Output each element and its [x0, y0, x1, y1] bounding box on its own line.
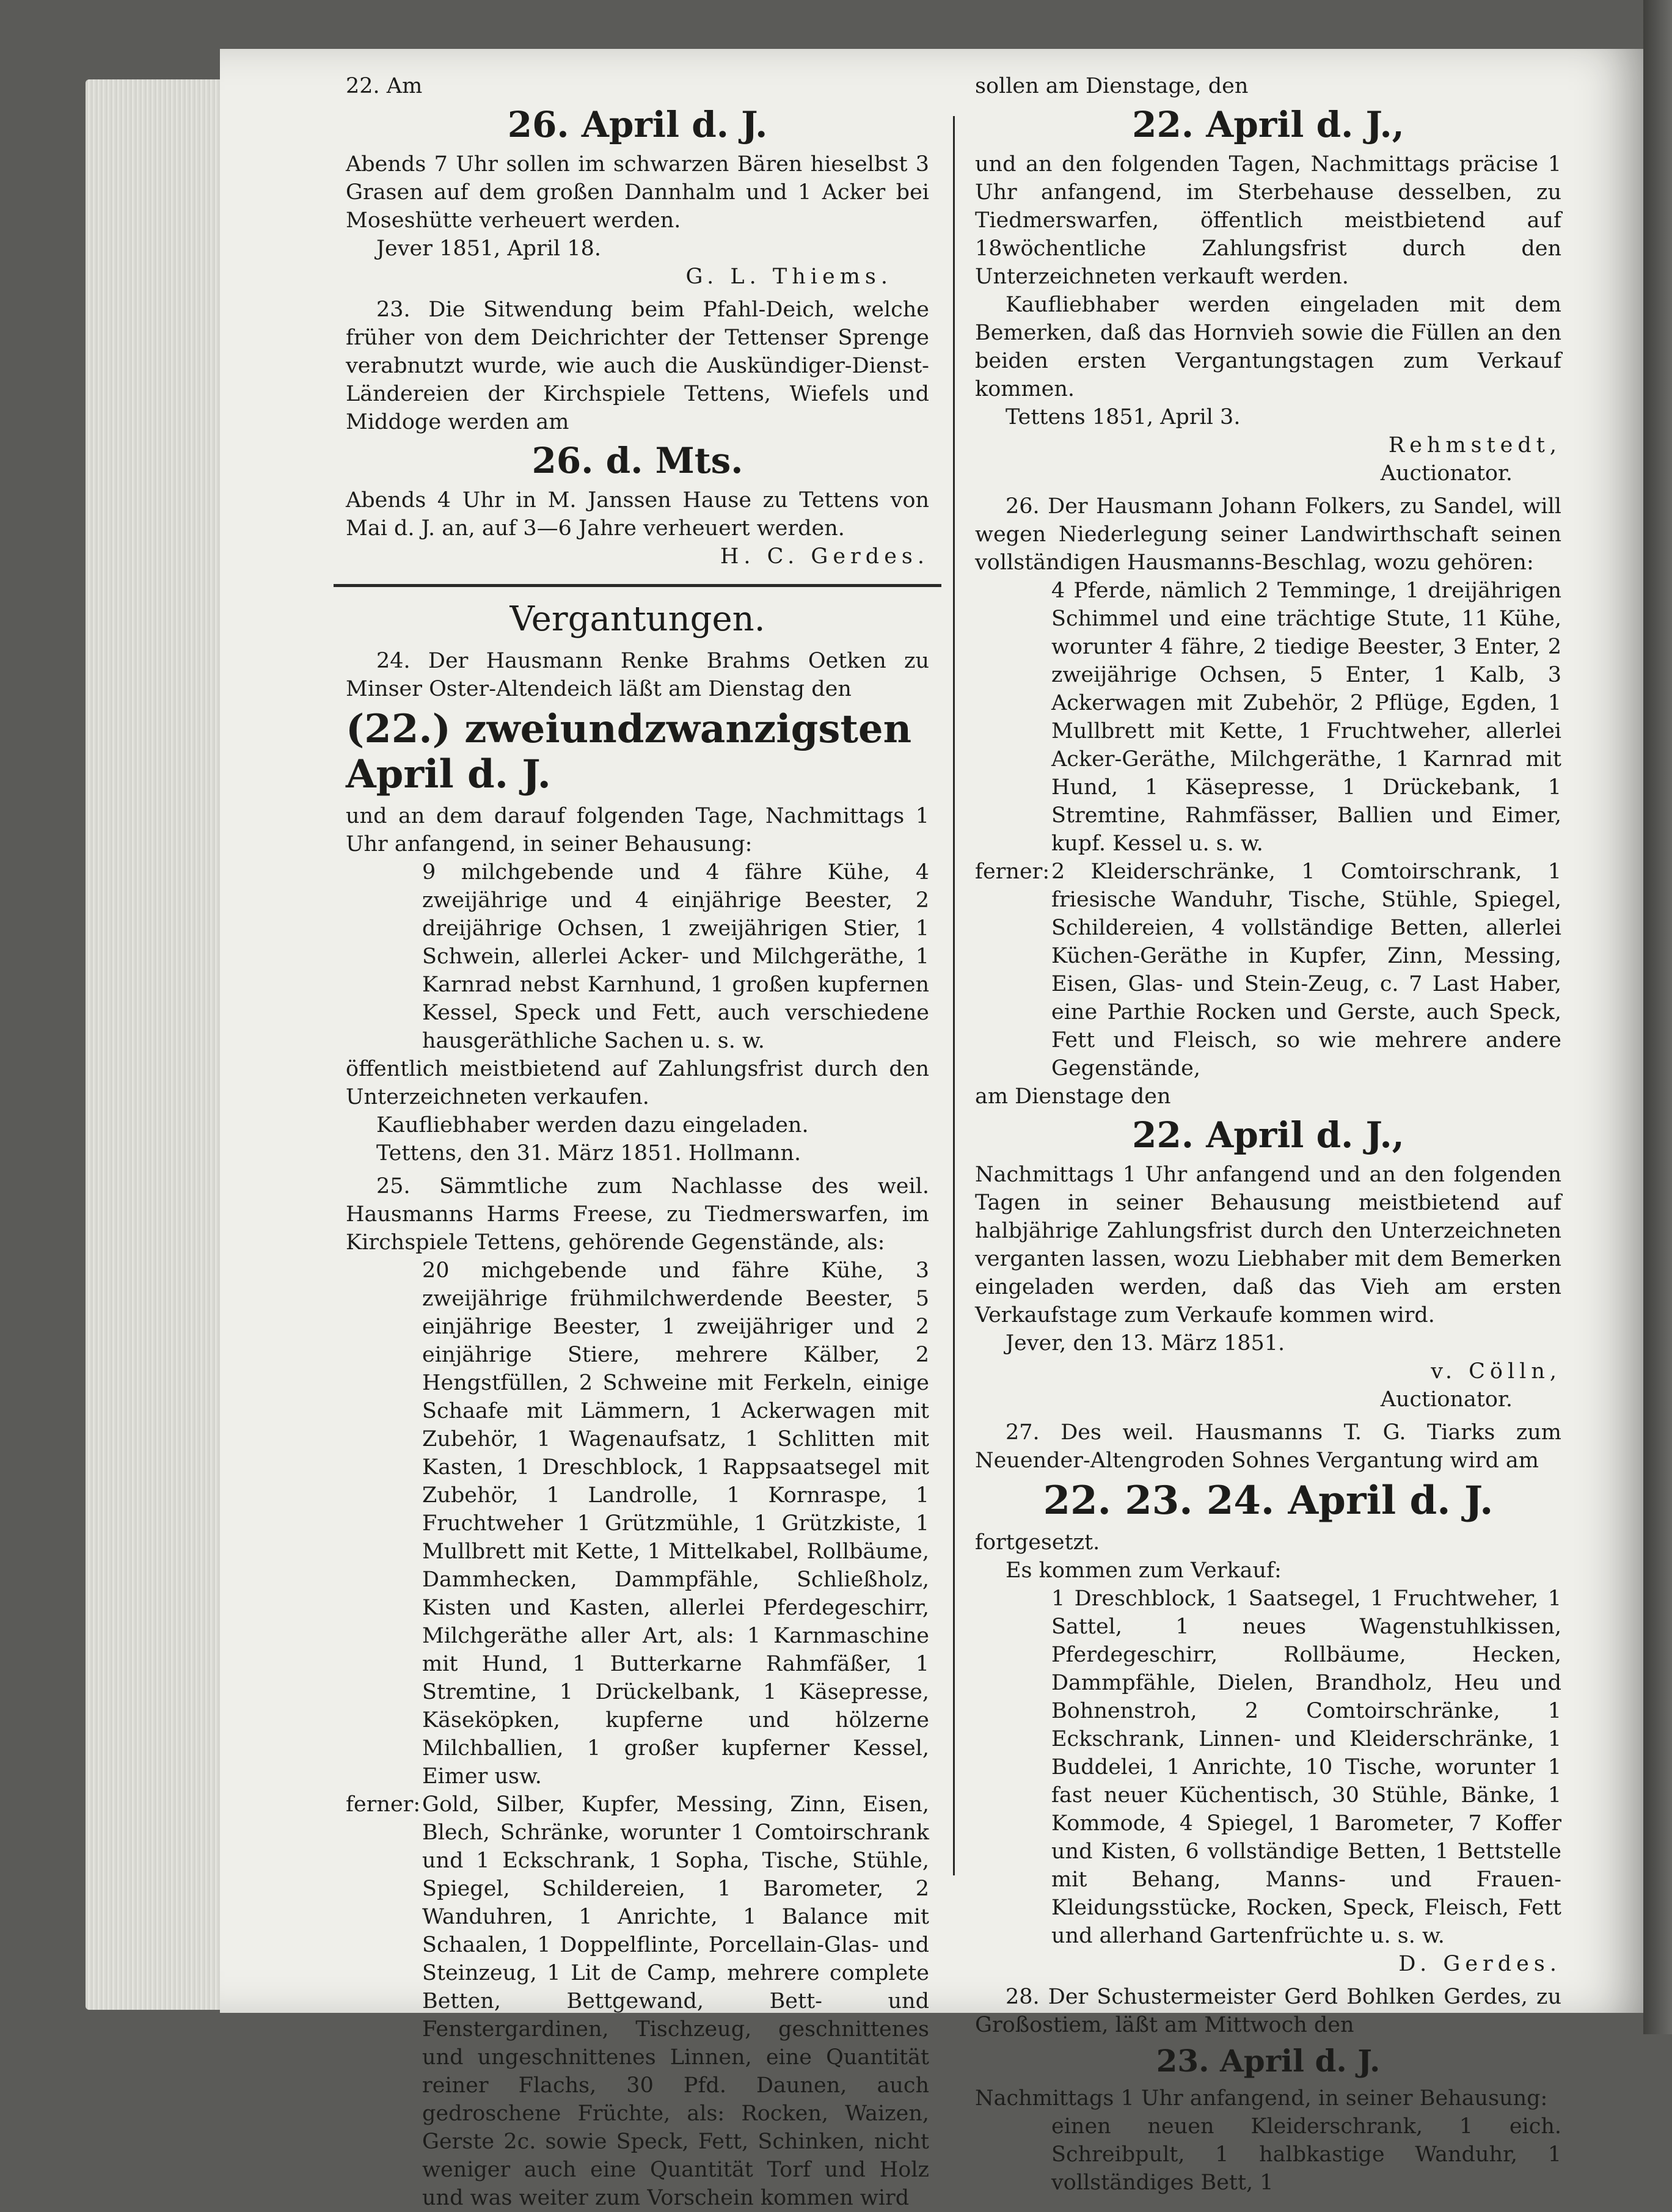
notice-24 [346, 647, 929, 1167]
notice-26-ferner-items: 2 Kleiderschränke, 1 Comtoirschrank, 1 friesische Wanduhr, Tische, Stühle, Spiegel, Schildereien, 4 vollständige Betten, allerlei Küchen-Geräthe in Kupfer, Zinn, Messing, Eisen, Glas- und Stein-Zeug, c. 7 Last Haber, eine Parthie Rocken und Gerste, auch Speck, Fett und Fleisch, so wie mehrere andere Gegenstände, [1051, 860, 1561, 1081]
notice-25-ferner-label: ferner: [346, 1792, 421, 1817]
notice-23-date: 26. d. Mts. [531, 440, 743, 481]
notice-22-date: 26. April d. J. [507, 104, 768, 145]
notice-27-items: 1 Dreschblock, 1 Saatsegel, 1 Fruchtweher, 1 Sattel, 1 neues Wagenstuhlkissen, Pferdegeschirr, Rollbäume, Hecken, Dammpfähle, Dielen, Brandholz, Heu und Bohnenstroh, 2 Comtoirschränke, 1 Eckschrank, Linnen- und Kleiderschränke, 1 Buddelei, 1 Anrichte, 10 Tische, worunter 1 fast neuer Küchentisch, 30 Stühle, Bänke, 1 Kommode, 4 Spiegel, 1 Barometer, 7 Koffer und Kisten, 6 vollständige Betten, 1 Bettstelle mit Behang, Manns- und Frauen-Kleidungsstücke, Rocken, Speck, Fleisch, Fett und allerhand Gartenfrüchte u. s. w. [1051, 1586, 1561, 1948]
notice-23-signature: H. C. Gerdes. [720, 544, 929, 569]
notice-24-items: 9 milchgebende und 4 fähre Kühe, 4 zweijährige und 4 einjährige Beester, 2 dreijährige Ochsen, 1 zweijährigen Stier, 1 Schwein, allerlei Acker- und Milchgeräthe, 1 Karnrad nebst Karnhund, 1 großen kupfernen Kessel, Speck und Fett, auch verschiedene hausgeräthliche Sachen u. s. w. [422, 860, 929, 1053]
notice-23-body: Abends 4 Uhr in M. Janssen Hause zu Tettens von Mai d. J. an, auf 3—6 Jahre verheuert werden. [346, 488, 929, 541]
notice-26-ferner-label: ferner: [975, 860, 1050, 884]
notice-27-intro2: Es kommen zum Verkauf: [1006, 1558, 1282, 1583]
notice-26-role: Auctionator. [1380, 1387, 1513, 1412]
notice-25-ferner-items: Gold, Silber, Kupfer, Messing, Zinn, Eisen, Blech, Schränke, worunter 1 Comtoirschrank und 1 Eckschrank, 1 Sopha, Tische, Stühle, Spiegel, Schildereien, 1 Barometer, 2 Wanduhren, 1 Anrichte, 1 Balance mit Schaalen, 1 Doppelflinte, Porcellain-Glas- und Steinzeug, 1 Lit de Camp, mehrere complete Betten, Bettgewand, Bett- und Fenstergardinen, Tischzeug, geschnittenes und ungeschnittenes Linnen, eine Quantität reiner Flachs, 30 Pfd. Daunen, auch gedroschene Früchte, als: Rocken, Waizen, Gerste 2c. sowie Speck, Fett, Schinken, nicht weniger auch eine Quantität Torf und Holz und was weiter zum Vorschein kommen wird [422, 1792, 929, 2210]
section-title: Vergantungen. [509, 599, 765, 639]
notice-25-cont-place: Tettens 1851, April 3. [1006, 405, 1241, 429]
notice-25-items: 20 michgebende und fähre Kühe, 3 zweijährige frühmilchwerdende Beester, 5 einjährige Beester, 1 zweijähriger und 2 einjährige Stiere, mehrere Kälber, 2 Hengstfüllen, 2 Schweine mit Ferkeln, einige Schaafe mit Lämmern, 1 Ackerwagen mit Zubehör, 1 Wagenaufsatz, 1 Schlitten mit Kasten, 1 Dreschblock, 1 Rappsaatsegel mit Zubehör, 1 Landrolle, 1 Kornraspe, 1 Fruchtweher 1 Grützmühle, 1 Grützkiste, 1 Mullbrett mit Kette, 1 Mittelkabel, Rollbäume, Dammhecken, Dammpfähle, Schließholz, Kisten und Kasten, allerlei Pferdegeschirr, Milchgeräthe aller Art, als: 1 Karnmaschine mit Hund, 1 Butterkarne Rahmfäßer, 1 Stremtine, 1 Drückelbank, 1 Käsepresse, Käseköpken, kupferne und hölzerne Milchballien, 1 großer kupferner Kessel, Eimer usw. [422, 1258, 929, 1789]
notice-28-items: einen neuen Kleiderschrank, 1 eich. Schreibpult, 1 halbkastige Wanduhr, 1 vollständiges Bett, 1 [1051, 2114, 1561, 2195]
right-column [975, 72, 1561, 2197]
notice-27 [975, 1418, 1561, 1978]
notice-26-place: Jever, den 13. März 1851. [1006, 1331, 1285, 1356]
notice-27-intro: 27. Des weil. Hausmanns T. G. Tiarks zum Neuender-Altengroden Sohnes Vergantung wird am [975, 1420, 1561, 1473]
notice-28-intro: 28. Der Schustermeister Gerd Bohlken Gerdes, zu Großostiem, läßt am Mittwoch den [975, 1985, 1561, 2037]
notice-25-ferner [346, 1790, 929, 2212]
notice-25-cont-signature: Rehmstedt, [1388, 433, 1561, 458]
section-rule [334, 584, 941, 587]
left-column [346, 72, 929, 2212]
notice-22-place: Jever 1851, April 18. [376, 236, 601, 261]
notice-26-intro: 26. Der Hausmann Johann Folkers, zu Sandel, will wegen Niederlegung seiner Landwirthschaft seinen vollständigen Hausmanns-Beschlag, wozu gehören: [975, 494, 1561, 575]
notice-24-intro: 24. Der Hausmann Renke Brahms Oetken zu Minser Oster-Altendeich läßt am Dienstag den [346, 649, 929, 701]
notice-28-date: 23. April d. J. [1156, 2043, 1381, 2079]
notice-28-body: Nachmittags 1 Uhr anfangend, in seiner Behausung: [975, 2086, 1548, 2111]
notice-22-body: Abends 7 Uhr sollen im schwarzen Bären hieselbst 3 Grasen auf dem großen Dannhalm und 1 Acker bei Moseshütte verheuert werden. [346, 152, 929, 233]
notice-26-date: 22. April d. J., [1132, 1114, 1404, 1156]
notice-24-body1: und an dem darauf folgenden Tage, Nachmittags 1 Uhr anfangend, in seiner Behausung: [346, 804, 929, 856]
notice-25-cont-intro: sollen am Dienstage, den [975, 74, 1249, 98]
scan-background-right [1643, 0, 1672, 2034]
column-divider [953, 116, 955, 1875]
notice-26 [975, 492, 1561, 1414]
notice-24-place-signature: Tettens, den 31. März 1851. Hollmann. [376, 1141, 801, 1166]
notice-27-continued: fortgesetzt. [975, 1530, 1100, 1555]
notice-24-body2: öffentlich meistbietend auf Zahlungsfrist durch den Unterzeichneten verkaufen. [346, 1057, 929, 1109]
notice-25 [346, 1172, 929, 2212]
notice-23-intro: 23. Die Sitwendung beim Pfahl-Deich, welche früher von dem Deichrichter der Tettenser Sprenge verabnutzt wurde, wie auch die Auskündiger-Dienst-Ländereien der Kirchspiele Tettens, Wiefels und Middoge werden am [346, 297, 929, 434]
notice-25-cont-date: 22. April d. J., [1132, 104, 1404, 145]
notice-22-signature: G. L. Thiems. [685, 265, 893, 289]
notice-26-signature: v. Cölln, [1431, 1359, 1561, 1384]
notice-25-cont-body: und an den folgenden Tagen, Nachmittags präcise 1 Uhr anfangend, im Sterbehause desselben, zu Tiedmerswarfen, öffentlich meistbietend auf 18wöchentliche Zahlungsfrist durch den Unterzeichneten verkauft werden. [975, 152, 1561, 289]
notice-25-intro: 25. Sämmtliche zum Nachlasse des weil. Hausmanns Harms Freese, zu Tiedmerswarfen, im Kirchspiele Tettens, gehörende Gegenstände, als: [346, 1174, 929, 1255]
notice-26-pre-date: am Dienstage den [975, 1084, 1171, 1109]
notice-22-intro: 22. Am [346, 74, 423, 98]
notice-22 [346, 72, 929, 291]
notice-25-cont-role: Auctionator. [1380, 461, 1513, 486]
notice-26-items: 4 Pferde, nämlich 2 Temminge, 1 dreijährigen Schimmel und eine trächtige Stute, 11 Kühe, worunter 4 fähre, 2 tiedige Beester, 3 Enter, 2 zweijährige Ochsen, 5 Enter, 1 Kalb, 3 Ackerwagen mit Zubehör, 2 Pflüge, Egden, 1 Mullbrett mit Kette, 1 Fruchtweher, allerlei Acker-Geräthe, Milchgeräthe, 1 Karnrad mit Hund, 1 Käsepresse, 1 Drückebank, 1 Stremtine, Rahmfässer, Ballien und Eimer, kupf. Kessel u. s. w. [1051, 579, 1561, 856]
notice-25-cont-invite: Kaufliebhaber werden eingeladen mit dem Bemerken, daß das Hornvieh sowie die Füllen an den beiden ersten Vergantungstagen zum Verkauf kommen. [975, 293, 1561, 401]
notice-24-invite: Kaufliebhaber werden dazu eingeladen. [376, 1113, 809, 1137]
notice-23 [346, 296, 929, 571]
notice-25-continued [975, 72, 1561, 487]
notice-24-date: (22.) zweiundzwanzigsten April d. J. [346, 706, 912, 797]
notice-26-ferner [975, 858, 1561, 1082]
book-page-edges [86, 79, 226, 2010]
notice-27-signature: D. Gerdes. [1398, 1952, 1561, 1976]
notice-26-body: Nachmittags 1 Uhr anfangend und an den folgenden Tagen in seiner Behausung meistbietend auf halbjährige Zahlungsfrist durch den Unterzeichneten verganten lassen, wozu Liebhaber mit dem Bemerken eingeladen werden, daß das Vieh am ersten Verkaufstage zum Verkaufe kommen wird. [975, 1163, 1561, 1327]
notice-27-date: 22. 23. 24. April d. J. [1043, 1478, 1494, 1524]
notice-28 [975, 1983, 1561, 2197]
